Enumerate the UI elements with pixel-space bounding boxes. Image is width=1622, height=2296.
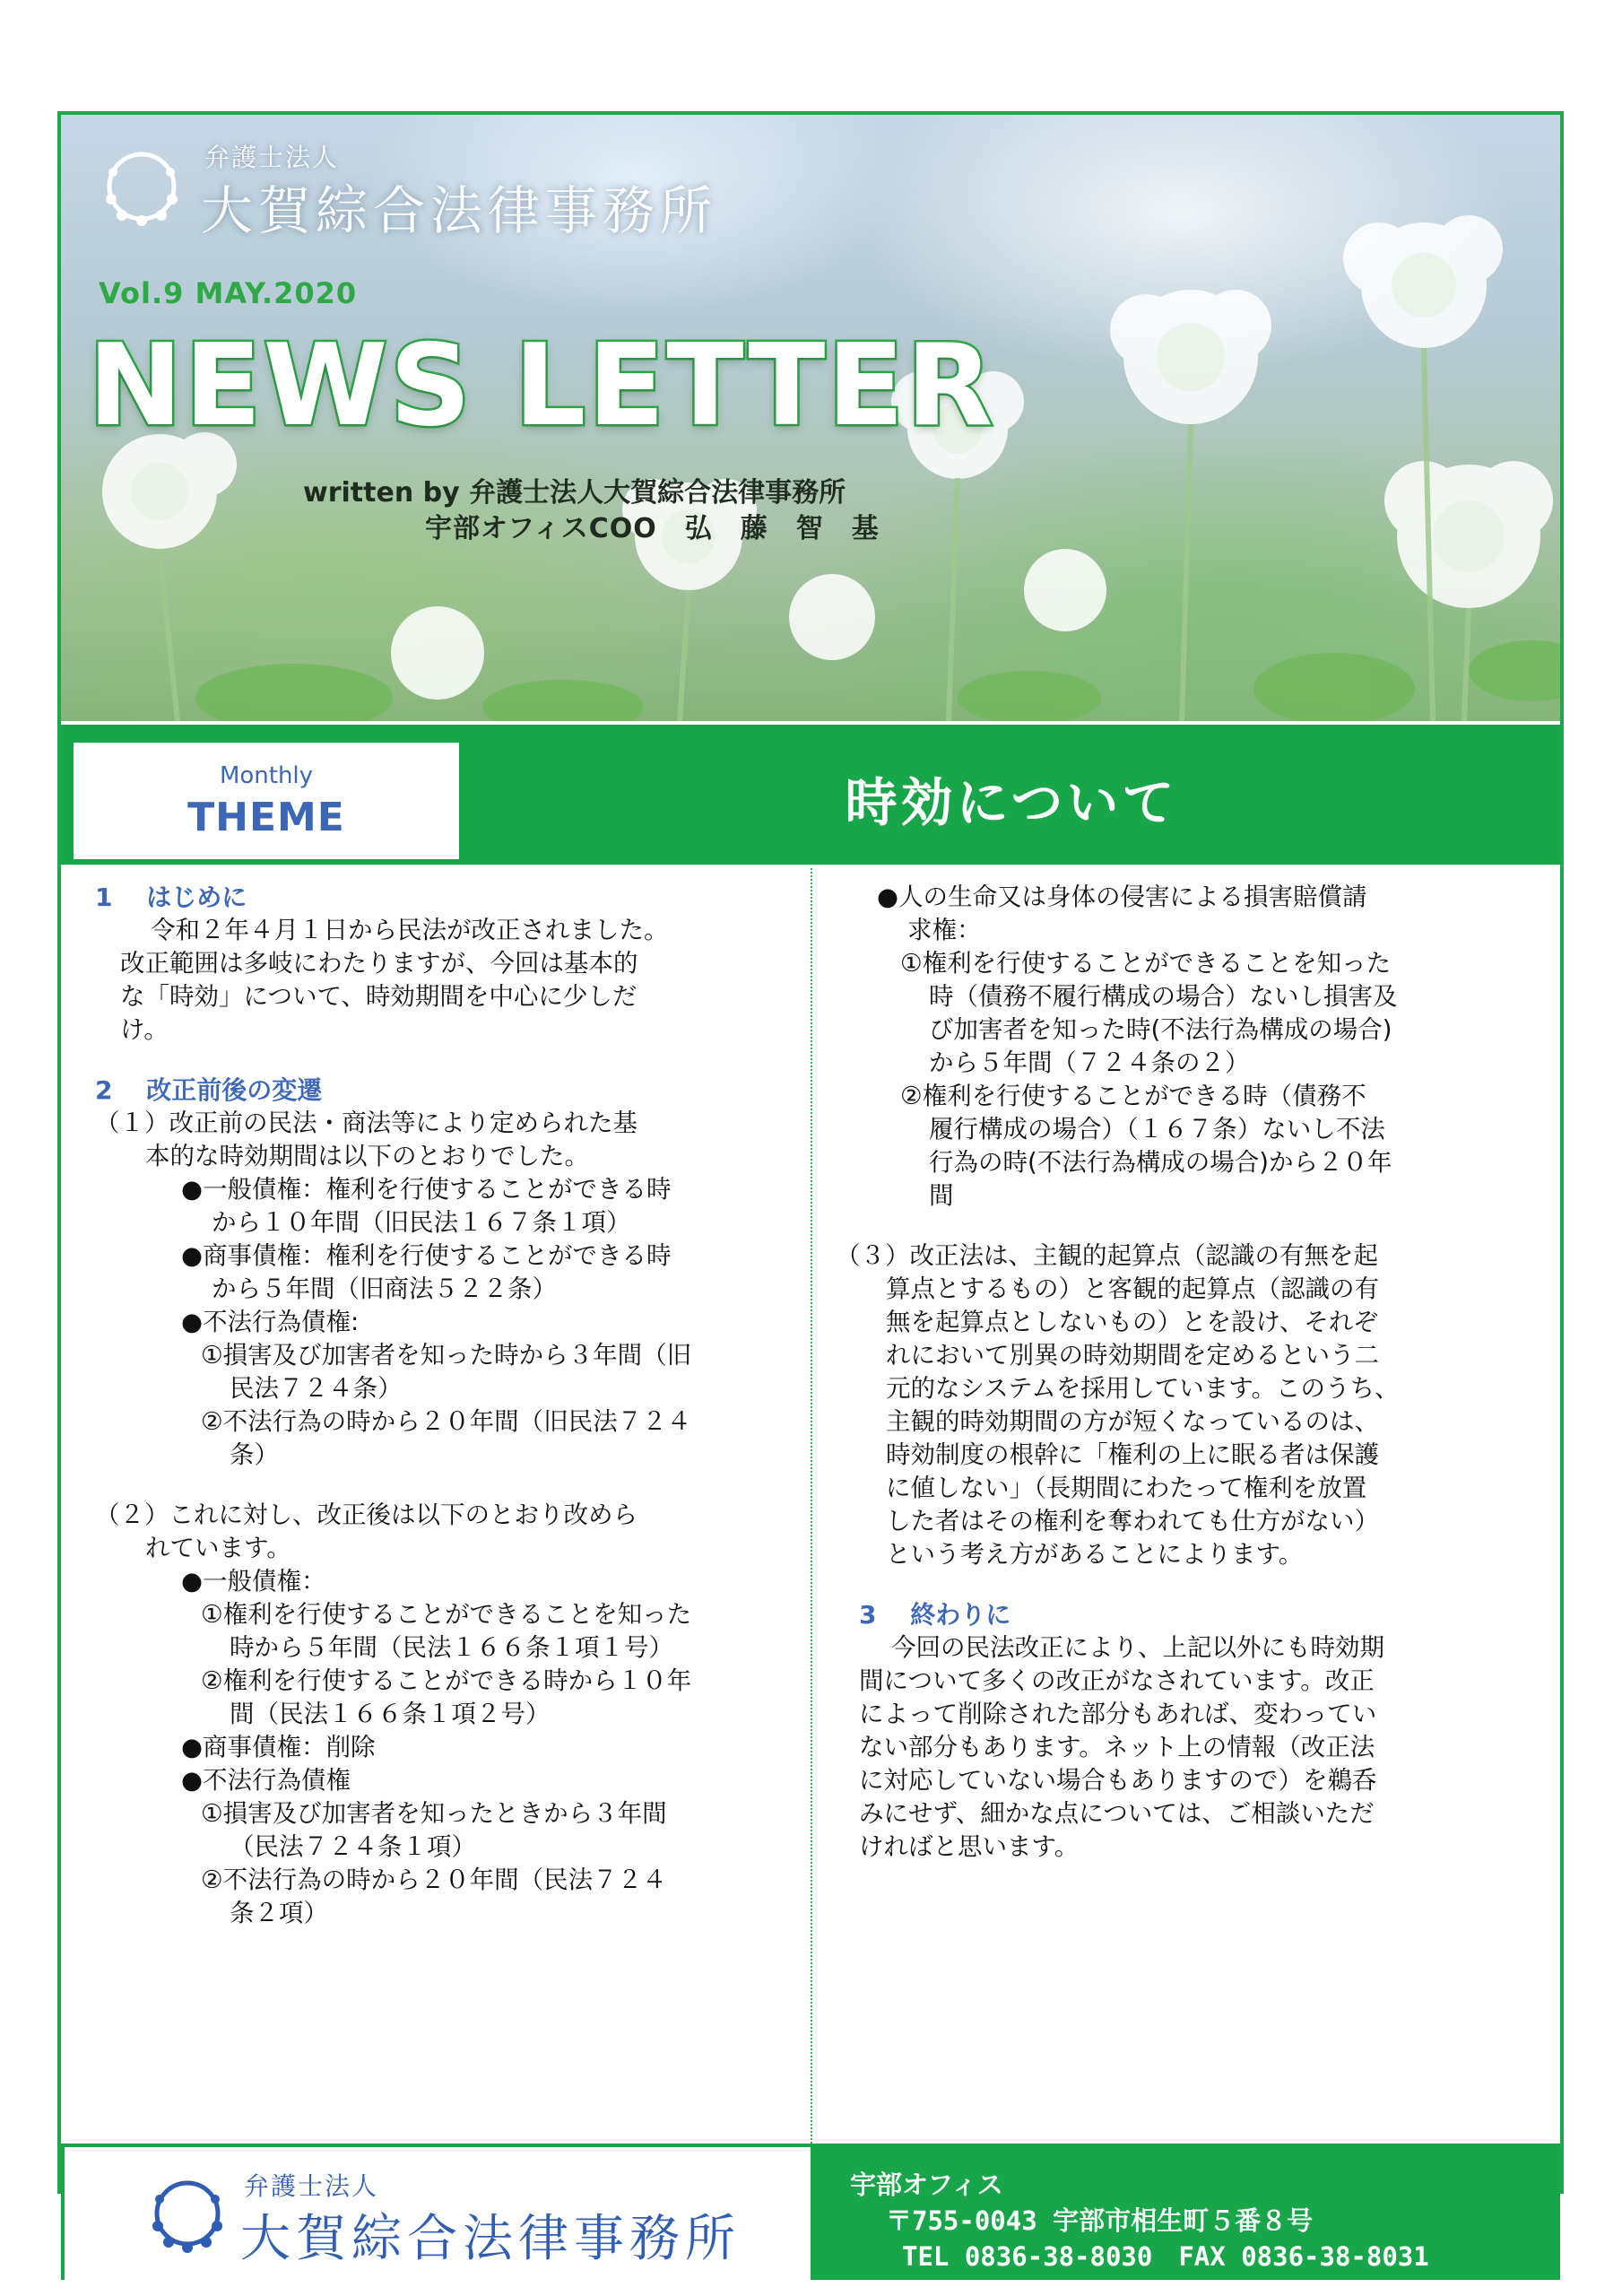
body-text-line: ない部分もあります。ネット上の情報（改正法 bbox=[859, 1733, 1375, 1761]
section-heading: 3 終わりに bbox=[859, 1600, 1011, 1630]
body-text-line: ●人の生命又は身体の侵害による損害賠償請 bbox=[877, 883, 1367, 911]
body-text-line: 民法７２４条） bbox=[230, 1374, 403, 1403]
header-firm-type: 弁護士法人 bbox=[204, 143, 340, 172]
footer-contact bbox=[850, 2167, 1429, 2274]
body-text-line: （１）改正前の民法・商法等により定められた基 bbox=[95, 1109, 638, 1137]
body-text-line: ●不法行為債権: bbox=[181, 1308, 360, 1336]
body-text-line: 条） bbox=[230, 1440, 279, 1469]
body-text-line: に値しない」（長期間にわたって権利を放置 bbox=[886, 1474, 1367, 1502]
newsletter-page bbox=[57, 111, 1564, 2272]
body-text-line: れています。 bbox=[145, 1534, 291, 1562]
written-by: written by 弁護士法人大賀綜合法律事務所 bbox=[303, 477, 846, 509]
body-text-line: ①損害及び加害者を知ったときから３年間 bbox=[201, 1799, 667, 1828]
body-text-line: 時から５年間（民法１６６条１項１号） bbox=[230, 1633, 673, 1662]
body-text-line: ①権利を行使することができることを知った bbox=[900, 949, 1392, 978]
author-line: 宇部オフィスCOO 弘 藤 智 基 bbox=[425, 513, 880, 544]
column-divider bbox=[811, 868, 812, 2144]
body-text-line: 無を起算点としないもの）とを設け、それぞ bbox=[886, 1308, 1378, 1336]
body-text-line: び加害者を知った時(不法行為構成の場合) bbox=[929, 1015, 1392, 1044]
body-text-line: に対応していない場合もありますので）を鵜呑 bbox=[859, 1766, 1377, 1795]
body-text-line: 間 bbox=[929, 1181, 954, 1210]
body-text-line: 改正範囲は多岐にわたりますが、今回は基本的 bbox=[120, 949, 638, 978]
body-text-line: な「時効」について、時効期間を中心に少しだ bbox=[120, 982, 638, 1011]
monthly-theme-label-box bbox=[74, 743, 459, 859]
body-text-line: という考え方があることによります。 bbox=[886, 1540, 1304, 1569]
body-text-line: （３）改正法は、主観的起算点（認識の有無を起 bbox=[836, 1241, 1378, 1270]
body-text-line: ①損害及び加害者を知った時から３年間（旧 bbox=[201, 1341, 692, 1370]
theme-bar bbox=[61, 725, 1560, 865]
body-text-line: ●一般債権： bbox=[181, 1567, 326, 1596]
body-text-line: 間（民法１６６条１項２号） bbox=[230, 1700, 551, 1728]
body-text-line: ●不法行為債権 bbox=[181, 1766, 351, 1795]
monthly-label: Monthly bbox=[219, 762, 314, 789]
body-text-line: 元的なシステムを採用しています。このうち、 bbox=[886, 1374, 1400, 1403]
newsletter-title: NEWS LETTER bbox=[88, 319, 995, 451]
section-heading: 1 はじめに bbox=[95, 883, 247, 912]
body-text-line: ②権利を行使することができる時から１０年 bbox=[201, 1666, 692, 1695]
body-text-line: ②不法行為の時から２０年間（民法７２４ bbox=[201, 1866, 667, 1894]
body-text-line: 行為の時(不法行為構成の場合)から２０年 bbox=[929, 1148, 1392, 1177]
footer-phone: TEL 0836-38-8030 FAX 0836-38-8031 bbox=[902, 2241, 1429, 2272]
section-heading: 2 改正前後の変遷 bbox=[95, 1075, 323, 1105]
footer-firm-name: 大賀綜合法律事務所 bbox=[240, 2210, 741, 2268]
theme-label: THEME bbox=[187, 795, 345, 840]
body-text-line: ②権利を行使することができる時（債務不 bbox=[900, 1082, 1366, 1110]
body-text-line: した者はその権利を奪われても仕方がない） bbox=[886, 1507, 1379, 1535]
footer-firm-type: 弁護士法人 bbox=[244, 2171, 379, 2201]
body-text-line: 今回の民法改正により、上記以外にも時効期 bbox=[891, 1633, 1384, 1662]
body-text-line: （２）これに対し、改正後は以下のとおり改めら bbox=[95, 1500, 638, 1529]
footer-office: 宇部オフィス bbox=[850, 2170, 1003, 2200]
body-text-line: 求権： bbox=[907, 916, 982, 944]
body-text-line: ●商事債権：削除 bbox=[181, 1733, 376, 1761]
body-text-line: 算点とするもの）と客観的起算点（認識の有 bbox=[886, 1274, 1379, 1303]
body-text-line: 条２項） bbox=[230, 1899, 328, 1927]
body-text-line: から５年間（旧商法５２２条） bbox=[212, 1274, 557, 1303]
body-text-line: 時効制度の根幹に「権利の上に眠る者は保護 bbox=[886, 1440, 1379, 1469]
body-text-line: から５年間（７２４条の２） bbox=[929, 1048, 1250, 1077]
left-column bbox=[61, 868, 811, 2144]
body-text-line: 主観的時効期間の方が短くなっているのは、 bbox=[886, 1407, 1379, 1436]
body-text-line: ①権利を行使することができることを知った bbox=[201, 1600, 692, 1629]
right-column bbox=[814, 868, 1560, 2144]
body-text-line: け。 bbox=[120, 1015, 169, 1044]
body-text-line: 履行構成の場合）（１６７条）ないし不法 bbox=[929, 1115, 1385, 1144]
header-firm-name: 大賀綜合法律事務所 bbox=[201, 180, 718, 241]
body-text-line: みにせず、細かな点については、ご相談いただ bbox=[859, 1799, 1375, 1828]
body-text-line: ●一般債権：権利を行使することができる時 bbox=[181, 1175, 672, 1204]
body-text-line: 時（債務不履行構成の場合）ないし損害及 bbox=[929, 982, 1398, 1011]
body-text-line: 間について多くの改正がなされています。改正 bbox=[859, 1666, 1375, 1695]
body-text-line: ●商事債権：権利を行使することができる時 bbox=[181, 1241, 672, 1270]
body-text-line: によって削除された部分もあれば、変わってい bbox=[859, 1700, 1377, 1728]
body-text-line: （民法７２４条１項） bbox=[230, 1832, 476, 1861]
body-text-line: ②不法行為の時から２０年間（旧民法７２４ bbox=[201, 1407, 692, 1436]
theme-title: 時効について bbox=[845, 772, 1178, 833]
body-text-line: れにおいて別異の時効期間を定めるという二 bbox=[886, 1341, 1379, 1370]
body-text-line: 本的な時効期間は以下のとおりでした。 bbox=[145, 1142, 589, 1170]
wreath-logo-icon bbox=[138, 2169, 237, 2262]
body-text-line: ければと思います。 bbox=[859, 1832, 1080, 1861]
body-text-line: 令和２年４月１日から民法が改正されました。 bbox=[151, 916, 669, 944]
footer-logo-box bbox=[65, 2147, 811, 2280]
issue-volume: Vol.9 MAY.2020 bbox=[99, 276, 358, 310]
body-text-line: から１０年間（旧民法１６７条１項） bbox=[212, 1208, 631, 1237]
footer-address: 〒755-0043 宇部市相生町５番８号 bbox=[886, 2205, 1314, 2236]
header-photo bbox=[61, 115, 1560, 721]
